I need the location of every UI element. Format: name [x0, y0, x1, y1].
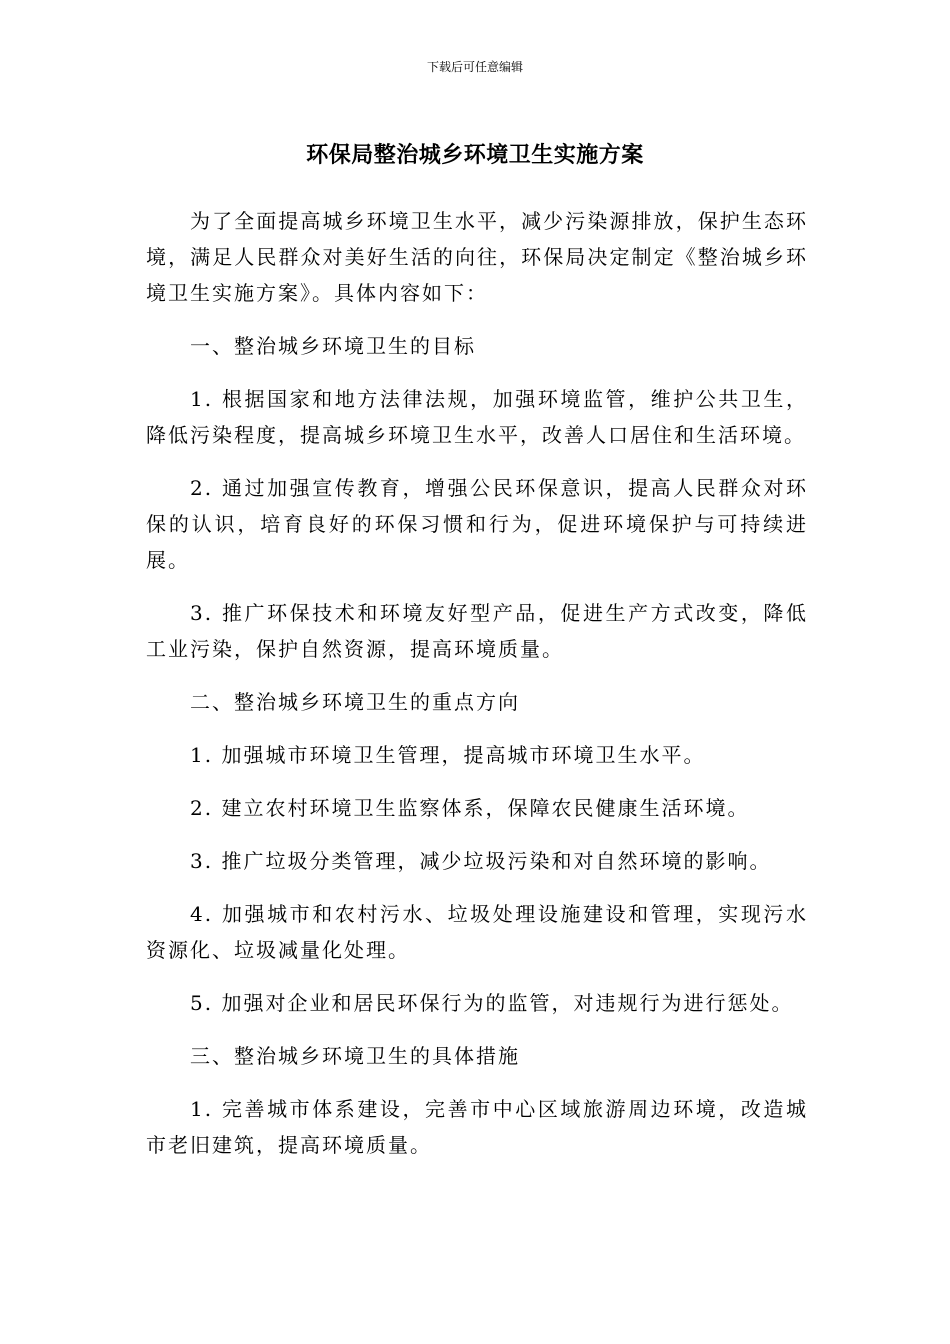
section-heading-goals: 一、整治城乡环境卫生的目标 — [190, 334, 476, 358]
paragraph-focus-4: 4. 加强城市和农村污水、垃圾处理设施建设和管理，实现污水资源化、垃圾减量化处理。 — [146, 902, 808, 962]
paragraph-goal-1: 1. 根据国家和地方法律法规，加强环境监管，维护公共卫生，降低污染程度，提高城乡环境卫生水平，改善人口居住和生活环境。 — [146, 387, 808, 447]
paragraph-measure-1: 1. 完善城市体系建设，完善市中心区域旅游周边环境，改造城市老旧建筑，提高环境质量。 — [146, 1097, 808, 1157]
section-heading-focus: 二、整治城乡环境卫生的重点方向 — [190, 690, 520, 714]
paragraph-goal-3: 3. 推广环保技术和环境友好型产品，促进生产方式改变，降低工业污染，保护自然资源，提高环境质量。 — [146, 601, 808, 661]
paragraph-focus-2: 2. 建立农村环境卫生监察体系，保障农民健康生活环境。 — [190, 796, 750, 820]
document-title: 环保局整治城乡环境卫生实施方案 — [306, 143, 644, 168]
intro-paragraph: 为了全面提高城乡环境卫生水平，减少污染源排放，保护生态环境，满足人民群众对美好生活的向往，环保局决定制定《整治城乡环境卫生实施方案》。具体内容如下： — [146, 209, 808, 305]
document-body — [146, 203, 808, 1163]
paragraph-focus-1: 1. 加强城市环境卫生管理，提高城市环境卫生水平。 — [190, 743, 706, 767]
paragraph-goal-2: 2. 通过加强宣传教育，增强公民环保意识，提高人民群众对环保的认识，培育良好的环保习惯和行为，促进环境保护与可持续进展。 — [146, 476, 808, 572]
header-note: 下载后可任意编辑 — [426, 60, 523, 74]
paragraph-focus-3: 3. 推广垃圾分类管理，减少垃圾污染和对自然环境的影响。 — [190, 849, 772, 873]
section-heading-measures: 三、整治城乡环境卫生的具体措施 — [190, 1044, 520, 1068]
paragraph-focus-5: 5. 加强对企业和居民环保行为的监管，对违规行为进行惩处。 — [190, 991, 794, 1015]
